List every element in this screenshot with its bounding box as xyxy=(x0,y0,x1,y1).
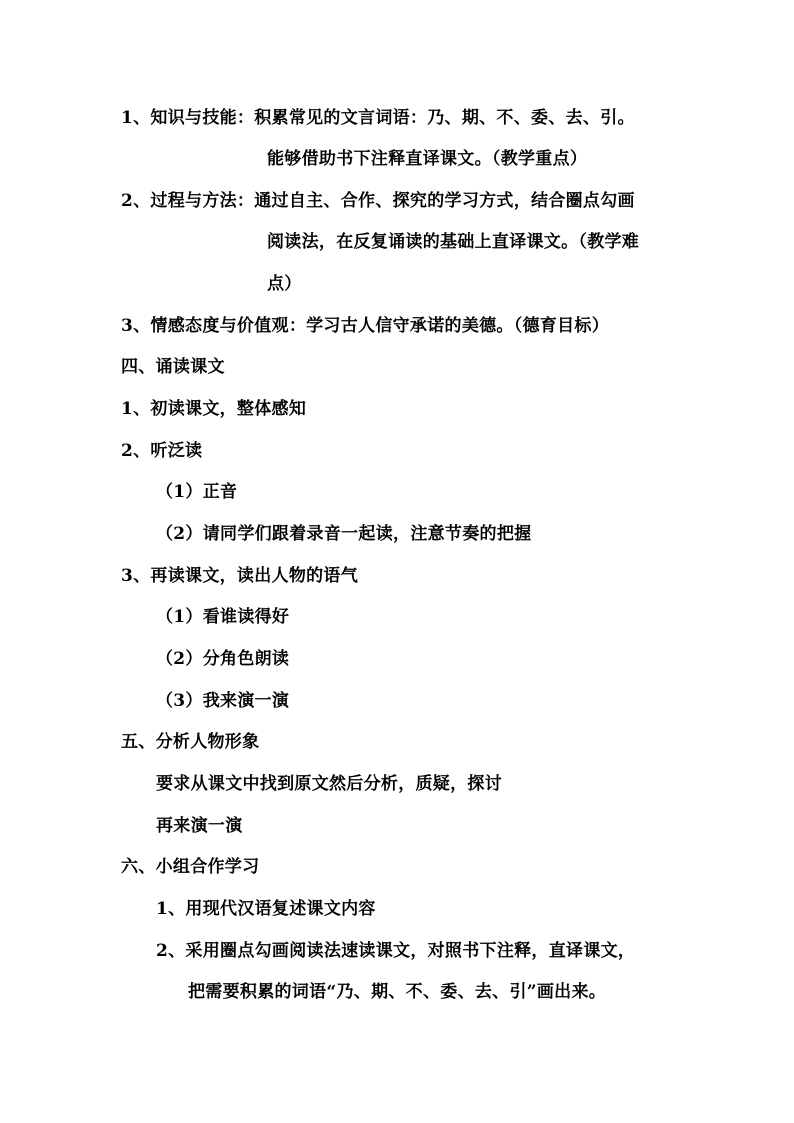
group-task-speed-read-cont: 把需要积累的词语“乃、期、不、委、去、引”画出来。 xyxy=(188,982,607,1002)
objective-process-method: 2、过程与方法：通过自主、合作、探究的学习方式，结合圈点勾画 xyxy=(121,191,635,211)
objective-knowledge-skills: 1、知识与技能：积累常见的文言词语：乃、期、不、委、去、引。 xyxy=(121,108,635,128)
substep-act-it-out: （3）我来演一演 xyxy=(156,691,290,711)
analysis-act-again: 再来演一演 xyxy=(156,816,243,836)
step-reread: 3、再读课文，读出人物的语气 xyxy=(121,566,359,586)
section-heading-recite: 四、诵读课文 xyxy=(121,357,225,377)
group-task-retell: 1、用现代汉语复述课文内容 xyxy=(156,899,376,919)
substep-pronunciation: （1）正音 xyxy=(156,482,238,502)
step-first-reading: 1、初读课文，整体感知 xyxy=(121,399,307,419)
section-heading-character-analysis: 五、分析人物形象 xyxy=(121,732,260,752)
step-listen-reading: 2、听泛读 xyxy=(121,441,203,461)
analysis-requirement: 要求从课文中找到原文然后分析，质疑，探讨 xyxy=(156,774,502,794)
group-task-speed-read: 2、采用圈点勾画阅读法速读课文，对照书下注释，直译课文， xyxy=(156,941,636,961)
substep-follow-recording: （2）请同学们跟着录音一起读，注意节奏的把握 xyxy=(156,524,532,544)
substep-role-reading: （2）分角色朗读 xyxy=(156,649,290,669)
objective-emotion-values: 3、情感态度与价值观：学习古人信守承诺的美德。（德育目标） xyxy=(121,316,610,336)
objective-knowledge-skills-cont: 能够借助书下注释直译课文。（教学重点） xyxy=(267,149,588,169)
objective-process-method-cont: 阅读法，在反复诵读的基础上直译课文。（教学难 xyxy=(267,232,640,252)
objective-process-method-cont2: 点） xyxy=(267,274,302,294)
substep-who-reads-best: （1）看谁读得好 xyxy=(156,607,290,627)
section-heading-group-study: 六、小组合作学习 xyxy=(121,857,260,877)
